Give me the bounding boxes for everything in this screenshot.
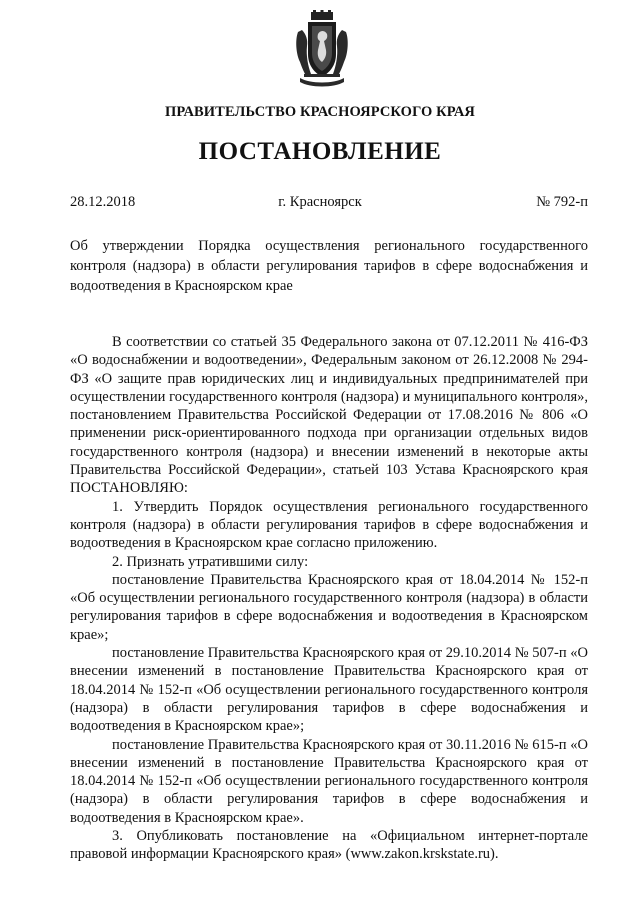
document-body <box>70 333 588 864</box>
document-date: 28.12.2018 <box>70 194 136 210</box>
preamble-paragraph: В соответствии со статьей 35 Федерального закона от 07.12.2011 № 416-ФЗ «О водоснабжении и водоотведении», Федеральным законом от 26.12.2008 № 294-ФЗ «О защите прав юридических лиц и индивидуальных предпринимателей при осуществлении государственного контроля (надзора) и муниципального контроля», постановлением Правительства Российской Федерации от 17.08.2016 № 806 «О применении риск-ориентированного подхода при организации отдельных видов государственного контроля (надзора) и внесении изменений в некоторые акты Правительства Российской Федерации», статьей 103 Устава Красноярского края ПОСТАНОВЛЯЮ: <box>70 334 588 497</box>
repealed-act-paragraph: постановление Правительства Красноярского края от 29.10.2014 № 507-п «О внесении изменений в постановление Правительства Красноярского края от 18.04.2014 № 152-п «Об осуществлении регионального государственного контроля (надзора) в области регулирования тарифов в сфере водоснабжения и водоотведения в Красноярском крае»; <box>70 645 588 735</box>
document-subject-title: Об утверждении Порядка осуществления регионального государственного контроля (надзора) в области регулирования тарифов в сфере водоснабжения и водоотведения в Красноярском крае <box>70 238 588 294</box>
coat-of-arms-icon <box>294 10 350 88</box>
document-city: г. Красноярск <box>278 194 362 210</box>
document-number: № 792-п <box>536 194 588 210</box>
government-name: ПРАВИТЕЛЬСТВО КРАСНОЯРСКОГО КРАЯ <box>164 104 475 120</box>
document-type-title: ПОСТАНОВЛЕНИЕ <box>198 138 442 165</box>
clause-paragraph: 3. Опубликовать постановление на «Официальном интернет-портале правовой информации Красноярского края» (www.zakon.krskstate.ru). <box>70 828 588 863</box>
clause-paragraph: 2. Признать утратившими силу: <box>112 553 309 570</box>
repealed-act-paragraph: постановление Правительства Красноярского края от 30.11.2016 № 615-п «О внесении изменений в постановление Правительства Красноярского края от 18.04.2014 № 152-п «Об осуществлении регионального государственного контроля (надзора) в области регулирования тарифов в сфере водоснабжения и водоотведения в Красноярском крае». <box>70 736 588 826</box>
clause-paragraph: 1. Утвердить Порядок осуществления регионального государственного контроля (надзора) в области регулирования тарифов в сфере водоснабжения и водоотведения в Красноярском крае согласно приложению. <box>70 498 588 552</box>
repealed-act-paragraph: постановление Правительства Красноярского края от 18.04.2014 № 152-п «Об осуществлении регионального государственного контроля (надзора) в области регулирования тарифов в сфере водоснабжения и водоотведения в Красноярском крае»; <box>70 571 588 643</box>
